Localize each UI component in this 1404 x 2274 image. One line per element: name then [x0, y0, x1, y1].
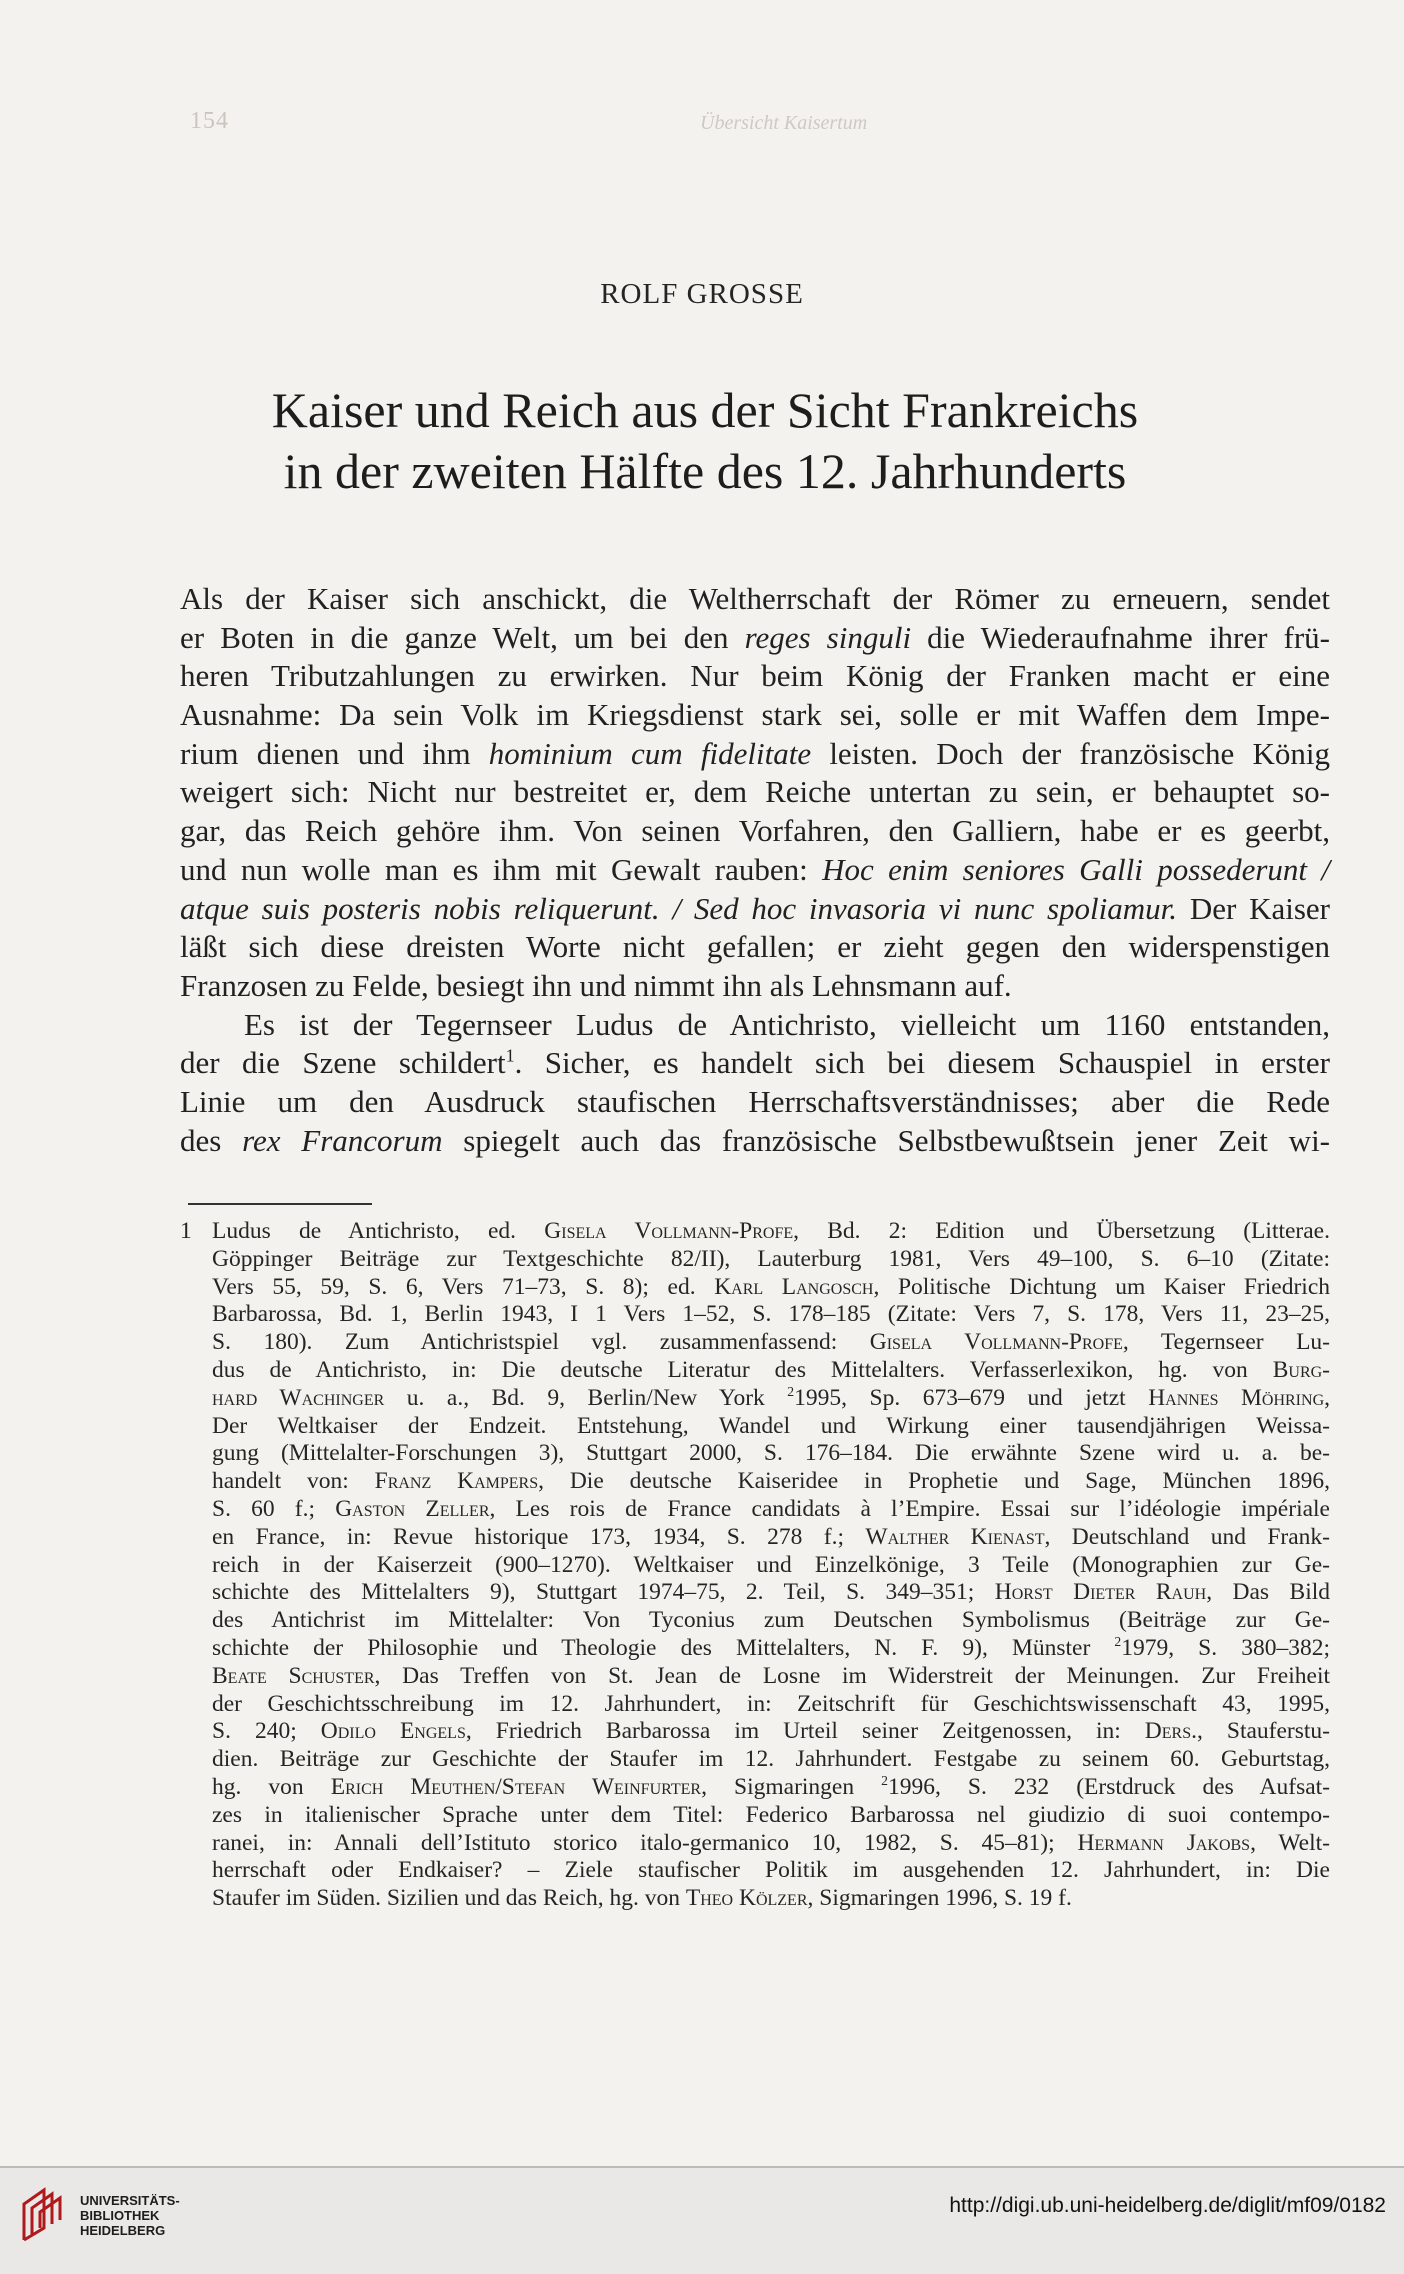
latin-quote: atque suis posteris nobis reliquerunt. / Sed hoc invasoria vi nunc spoliamur.	[180, 890, 1178, 926]
footnote-line: reich in der Kaiserzeit (900–1270). Weltkaiser und Einzelkönige, 3 Teile (Monographien zur Ge-	[212, 1551, 1330, 1578]
body-line: atque suis posteris nobis reliquerunt. / Sed hoc invasoria vi nunc spoliamur. Der Kaiser	[180, 890, 1330, 926]
body-line: der die Szene schildert$^1$. Sicher, es handelt sich bei diesem Schauspiel in erster	[180, 1045, 1331, 1081]
body-line: gar, das Reich gehöre ihm. Von seinen Vorfahren, den Galliern, habe er es geerbt,	[180, 813, 1330, 849]
latin-phrase: rex Francorum	[242, 1122, 443, 1158]
footnote-line: Der Weltkaiser der Endzeit. Entstehung, Wandel und Wirkung einer tausendjährigen Weissa-	[212, 1412, 1330, 1439]
body-line: rium dienen und ihm hominium cum fidelitate leisten. Doch der französische König	[180, 735, 1331, 771]
footnote-reference[interactable]: 1	[505, 1045, 515, 1066]
body-line: und nun wolle man es ihm mit Gewalt rauben: Hoc enim seniores Galli possederunt /	[180, 851, 1330, 887]
footnote-line: schichte des Mittelalters 9), Stuttgart 1974–75, 2. Teil, S. 349–351; Horst Dieter Rauh, Das Bild	[212, 1579, 1331, 1606]
latin-phrase: reges singuli	[744, 619, 912, 655]
footnote-line: S. 180). Zum Antichristspiel vgl. zusammenfassend: Gisela Vollmann-Profe, Tegernseer Lu-	[212, 1329, 1330, 1356]
latin-quote: Hoc enim seniores Galli possederunt /	[822, 851, 1330, 887]
footnote-line: Vers 55, 59, S. 6, Vers 71–73, S. 8); ed. Karl Langosch, Politische Dichtung um Kaiser Friedrich	[212, 1273, 1331, 1300]
footnote-number: 1	[180, 1218, 192, 1244]
footnote-1	[180, 1218, 1330, 1913]
footnote-line: des Antichrist im Mittelalter: Von Tyconius zum Deutschen Symbolismus (Beiträge zur Ge-	[212, 1607, 1330, 1634]
body-line: des rex Francorum spiegelt auch das französische Selbstbewußtsein jener Zeit wi-	[180, 1122, 1330, 1158]
footnote-line: dien. Beiträge zur Geschichte der Staufer im 12. Jahrhundert. Festgabe zu seinem 60. Geburtstag,	[212, 1746, 1330, 1773]
footnote-line: herrschaft oder Endkaiser? – Ziele staufischer Politik im ausgehenden 12. Jahrhundert, in: Die	[212, 1857, 1330, 1884]
ub-heidelberg-logo-icon[interactable]	[18, 2184, 68, 2244]
show-through-running-head: Übersicht Kaisertum	[700, 112, 868, 134]
body-line: Es ist der Tegernseer Ludus de Antichristo, vielleicht um 1160 entstanden,	[244, 1006, 1330, 1042]
footnote-line: gung (Mittelalter-Forschungen 3), Stuttgart 2000, S. 176–184. Die erwähnte Szene wird u. a. be-	[212, 1440, 1330, 1467]
body-text	[180, 580, 1330, 1160]
footnote-rule	[188, 1203, 372, 1205]
author-name: ROLF GROSSE	[600, 278, 804, 310]
footnote-line: 1 Ludus de Antichristo, ed. Gisela Vollmann-Profe, Bd. 2: Edition und Übersetzung (Litterae.	[180, 1218, 1330, 1244]
footnote-line: hg. von Erich Meuthen/Stefan Weinfurter, Sigmaringen $^2$1996, S. 232 (Erstdruck des Aufsat-	[212, 1773, 1331, 1800]
footnote-line: der Geschichtsschreibung im 12. Jahrhundert, in: Zeitschrift für Geschichtswissenschaft 43, 1995,	[212, 1690, 1330, 1717]
footnote-line: dus de Antichristo, in: Die deutsche Literatur des Mittelalters. Verfasserlexikon, hg. von Burg-	[212, 1356, 1330, 1383]
body-line: läßt sich diese dreisten Worte nicht gefallen; er zieht gegen den widerspenstigen	[180, 929, 1330, 965]
body-line: weigert sich: Nicht nur bestreitet er, dem Reiche untertan zu sein, er behauptet so-	[180, 774, 1330, 810]
footnote-line: hard Wachinger u. a., Bd. 9, Berlin/New York $^2$1995, Sp. 673–679 und jetzt Hannes Möhring,	[212, 1383, 1330, 1411]
body-line: er Boten in die ganze Welt, um bei den reges singuli die Wiederaufnahme ihrer frü-	[180, 619, 1330, 655]
latin-phrase: hominium cum fidelitate	[488, 735, 812, 771]
footnote-line: ranei, in: Annali dell’Istituto storico italo-germanico 10, 1982, S. 45–81); Hermann Jakobs, Welt-	[212, 1829, 1330, 1856]
footnote-line: Barbarossa, Bd. 1, Berlin 1943, I 1 Vers 1–52, S. 178–185 (Zitate: Vers 7, S. 178, Vers 11, 23–25,	[212, 1301, 1330, 1328]
body-line: Ausnahme: Da sein Volk im Kriegsdienst stark sei, solle er mit Waffen dem Impe-	[180, 697, 1330, 733]
body-line: Franzosen zu Felde, besiegt ihn und nimmt ihn als Lehnsmann auf.	[180, 967, 1012, 1003]
footnote-line: Staufer im Süden. Sizilien und das Reich, hg. von Theo Kölzer, Sigmaringen 1996, S. 19 f.	[212, 1885, 1072, 1912]
library-name: UNIVERSITÄTS- BIBLIOTHEK HEIDELBERG	[80, 2193, 180, 2238]
footnote-line: schichte der Philosophie und Theologie des Mittelalters, N. F. 9), Münster $^2$1979, S. 380–382;	[212, 1634, 1330, 1661]
title-line-2: in der zweiten Hälfte des 12. Jahrhunderts	[283, 443, 1127, 499]
article-title	[150, 380, 1260, 502]
footnote-line: handelt von: Franz Kampers, Die deutsche Kaiseridee in Prophetie und Sage, München 1896,	[212, 1468, 1330, 1495]
body-line: heren Tributzahlungen zu erwirken. Nur beim König der Franken macht er eine	[180, 658, 1330, 694]
footnote-line: zes in italienischer Sprache unter dem Titel: Federico Barbarossa nel giudizio di suoi contempo-	[212, 1801, 1330, 1828]
footnote-line: Göppinger Beiträge zur Textgeschichte 82/II), Lauterburg 1981, Vers 49–100, S. 6–10 (Zitate:	[212, 1245, 1330, 1272]
footnote-line: en France, in: Revue historique 173, 1934, S. 278 f.; Walther Kienast, Deutschland und Frank-	[212, 1523, 1331, 1550]
source-url-link[interactable]: http://digi.ub.uni-heidelberg.de/diglit/mf09/0182	[949, 2194, 1386, 2217]
viewer-footer-bar	[0, 2166, 1404, 2274]
show-through-folio: 154	[190, 108, 229, 134]
title-line-1: Kaiser und Reich aus der Sicht Frankreichs	[271, 382, 1139, 438]
body-line: Als der Kaiser sich anschickt, die Weltherrschaft der Römer zu erneuern, sendet	[180, 581, 1330, 616]
body-line: Linie um den Ausdruck staufischen Herrschaftsverständnisses; aber die Rede	[180, 1083, 1330, 1119]
footnote-line: S. 60 f.; Gaston Zeller, Les rois de France candidats à l’Empire. Essai sur l’idéologie impériale	[212, 1495, 1330, 1522]
footnote-line: Beate Schuster, Das Treffen von St. Jean de Losne im Widerstreit der Meinungen. Zur Freiheit	[212, 1662, 1330, 1689]
footnote-line: S. 240; Odilo Engels, Friedrich Barbarossa im Urteil seiner Zeitgenossen, in: Ders., Stauferstu-	[212, 1718, 1330, 1745]
